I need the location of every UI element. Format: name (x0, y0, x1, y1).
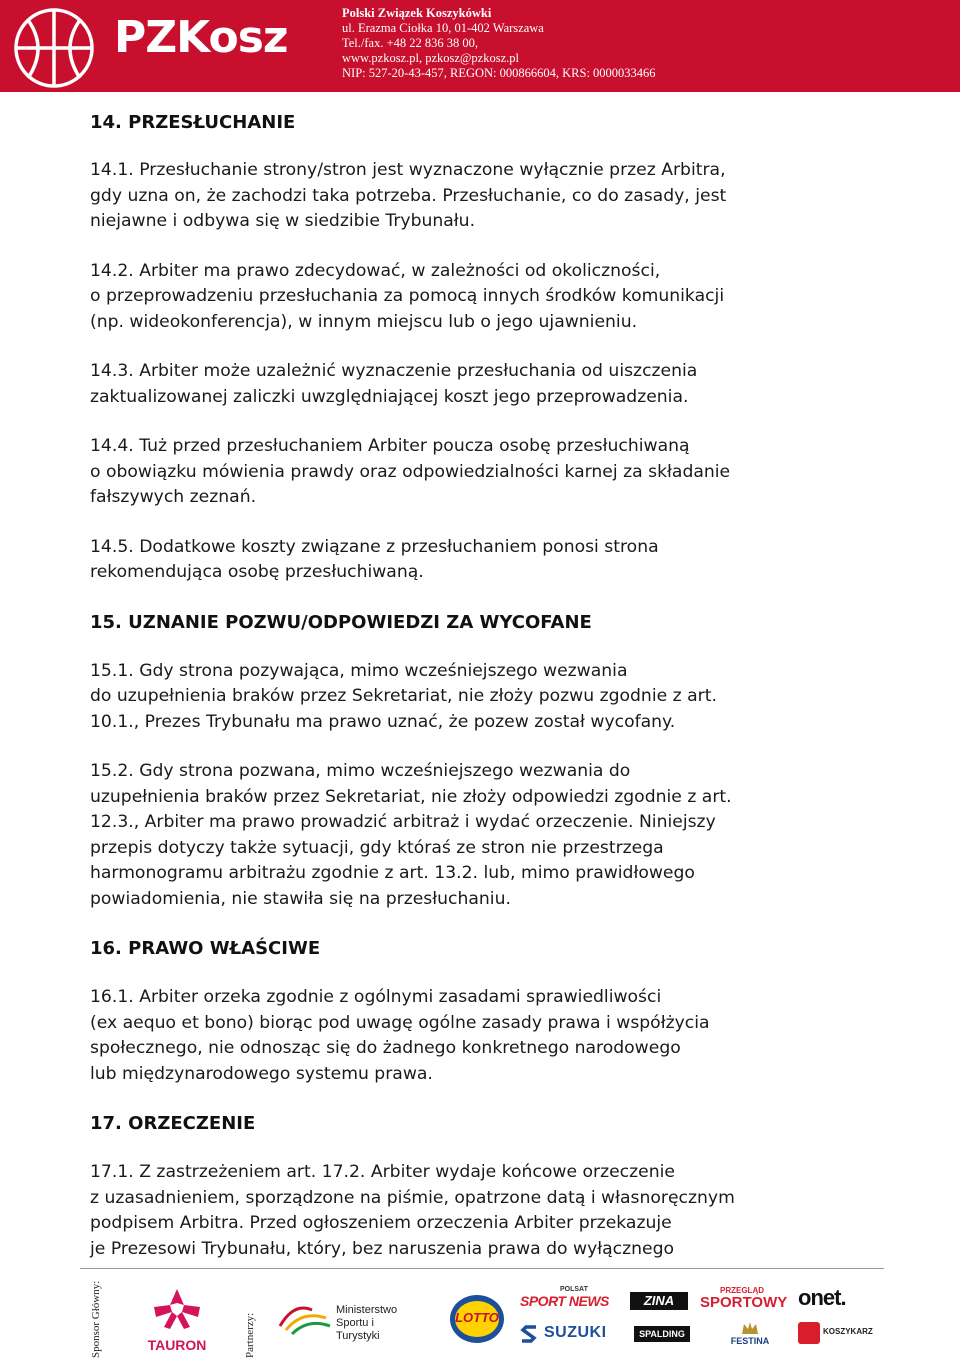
section-15-title: 15. UZNANIE POZWU/ODPOWIEDZI ZA WYCOFANE (90, 611, 592, 633)
partners-label: Partnerzy: (244, 1312, 256, 1358)
festina-logo (720, 1320, 780, 1348)
polsat-text: POLSAT (560, 1286, 588, 1293)
zina-logo (630, 1292, 688, 1310)
ministry-logo (276, 1296, 416, 1342)
tauron-logo (142, 1285, 212, 1355)
zina-text: ZINA (643, 1293, 675, 1308)
onet-logo: onet. (798, 1285, 846, 1310)
paragraph-16-1: 16.1. Arbiter orzeka zgodnie z ogólnymi zasadami sprawiedliwości (ex aequo et bono) biorąc pod uwagę ogólne zasady prawa i współżycia społecznego, nie odnosząc się do żadnego konkretnego narodowego lub międzynarodowego systemu prawa. (90, 987, 710, 1084)
festina-text: FESTINA (730, 1336, 770, 1346)
footer-divider (80, 1268, 884, 1269)
org-web[interactable]: www.pzkosz.pl, pzkosz@pzkosz.pl (342, 51, 519, 65)
suzuki-logo (520, 1322, 620, 1346)
org-phone: Tel./fax. +48 22 836 38 00, (342, 36, 479, 50)
paragraph-14-3: 14.3. Arbiter może uzależnić wyznaczenie przesłuchania od uiszczenia zaktualizowanej zaliczki uwzględniającej koszt jego przeprowadzenia. (90, 361, 698, 407)
paragraph-15-1: 15.1. Gdy strona pozywająca, mimo wcześniejszego wezwania do uzupełnienia braków przez Sekretariat, nie złoży pozwu zgodnie z art. 10.1., Prezes Trybunału ma prawo uznać, że pozew został wycofany. (90, 660, 717, 732)
org-registry-ids: NIP: 527-20-43-457, REGON: 000866604, KRS: 0000033466 (342, 66, 656, 80)
przeglad-sportowy-logo (700, 1286, 788, 1314)
tauron-mark-icon (142, 1285, 212, 1331)
festina-crown-icon (741, 1320, 759, 1336)
tauron-text: TAURON (147, 1337, 207, 1353)
lotto-logo (448, 1290, 506, 1348)
ministry-name-1: Ministerstwo (336, 1304, 398, 1316)
paragraph-15-2: 15.2. Gdy strona pozwana, mimo wcześniejszego wezwania do uzupełnienia braków przez Sekretariat, nie złoży odpowiedzi zgodnie z art. 12.3., Arbiter ma prawo prowadzić arbitraż i wydać orzeczenie. Niniejszy przepis dotyczy także sytuacji, gdy któraś ze stron nie przestrzega harmonogramu arbitrażu zgodnie z art. 13.2. lub, mimo prawidłowego powiadomienia, nie stawiła się na przesłuchaniu. (90, 761, 732, 909)
ministry-rings-icon (276, 1296, 332, 1336)
section-17-title: 17. ORZECZENIE (90, 1113, 256, 1134)
ministry-name-2: Sportu i Turystyki (336, 1317, 380, 1342)
basketball-logo-icon (8, 2, 108, 90)
suzuki-s-icon (520, 1324, 540, 1344)
section-16-title: 16. PRAWO WŁAŚCIWE (90, 938, 321, 959)
sport-news-text: SPORT NEWS (520, 1293, 609, 1309)
paragraph-14-2: 14.2. Arbiter ma prawo zdecydować, w zależności od okoliczności, o przeprowadzeniu przesłuchania za pomocą innych środków komunikacji (np. wideokonferencja), w innym miejscu lub o jego ujawnieniu. (90, 260, 725, 332)
spalding-logo (634, 1326, 690, 1342)
sklep-koszykarza-logo (798, 1318, 873, 1348)
spalding-text: SPALDING (639, 1329, 685, 1339)
paragraph-14-1: 14.1. Przesłuchanie strony/stron jest wyznaczone wyłącznie przez Arbitra, gdy uzna on, że zachodzi taka potrzeba. Przesłuchanie, co do zasady, jest niejawne i odbywa się w siedzibie Trybunału. (90, 160, 727, 231)
shop-bag-icon (798, 1322, 820, 1344)
lotto-text: LOTTO (455, 1310, 499, 1325)
org-name: Polski Związek Koszykówki (342, 6, 492, 20)
letterhead (0, 0, 960, 92)
polsat-sport-news-logo (520, 1286, 620, 1314)
sklep-text: KOSZYKARZ (823, 1327, 873, 1336)
pzkosz-logo-text: PZKosz (114, 12, 288, 63)
organization-contact (342, 6, 656, 81)
paragraph-17-1: 17.1. Z zastrzeżeniem art. 17.2. Arbiter wydaje końcowe orzeczenie z uzasadnieniem, sporządzone na piśmie, opatrzone datą i własnoręcznym podpisem Arbitra. Przed ogłoszeniem orzeczenia Arbiter przekazuje je Prezesowi Trybunału, który, bez naruszenia prawa do wyłącznego (90, 1162, 735, 1259)
sportowy-text: SPORTOWY (700, 1294, 788, 1311)
paragraph-14-5: 14.5. Dodatkowe koszty związane z przesłuchaniem ponosi strona rekomendująca osobę przesłuchiwaną. (90, 536, 659, 582)
section-14-title: 14. PRZESŁUCHANIE (90, 112, 296, 133)
sponsor-label: Sponsor Główny: (90, 1280, 102, 1358)
suzuki-text: SUZUKI (544, 1324, 607, 1341)
przeglad-text: PRZEGLĄD (720, 1286, 764, 1295)
org-address: ul. Erazma Ciołka 10, 01-402 Warszawa (342, 21, 544, 35)
paragraph-14-4: 14.4. Tuż przed przesłuchaniem Arbiter poucza osobę przesłuchiwaną o obowiązku mówienia prawdy oraz odpowiedzialności karnej za składanie fałszywych zeznań. (90, 436, 731, 507)
document-body (90, 110, 890, 1262)
